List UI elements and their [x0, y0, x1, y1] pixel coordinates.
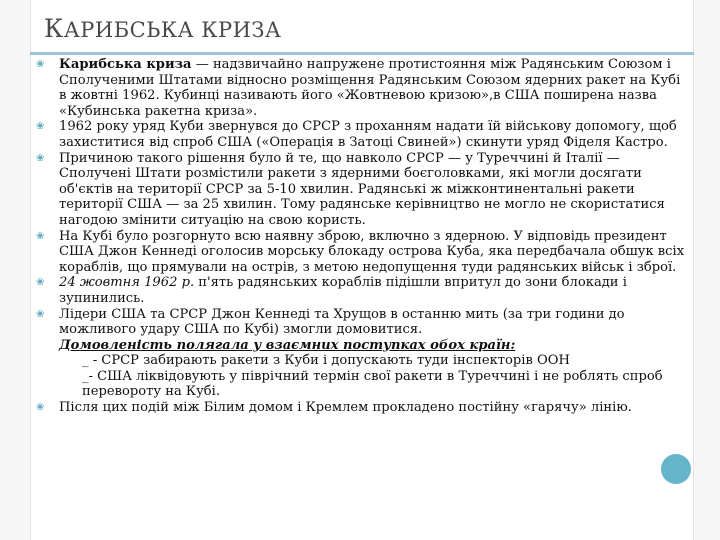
bullet-text: Лідери США та СРСР Джон Кеннеді та Хрущов в останню мить (за три години до можливого удару США по Кубі) змогли домовитися.	[59, 306, 625, 338]
agreement-heading	[34, 338, 690, 354]
bullet-text: На Кубі було розгорнуто всю наявну зброю, включно з ядерною. У відповідь президент США Джон Кеннеді оголосив морську блокаду острова Куба, яка передбачала обшук всіх кораблів, що прямували на острів, з метою недопущення туди радянських військ і зброї.	[59, 228, 685, 275]
bullet-item	[34, 307, 690, 338]
title-initial: К	[44, 14, 64, 43]
bullet-text: 1962 року уряд Куби звернувся до СРСР з проханням надати їй військову допомогу, щоб захиститися від спроб США («Операція в Затоці Свиней») скинути уряд Фіделя Кастро.	[59, 119, 677, 150]
date-italic: 24 жовтня 1962 р.	[59, 275, 195, 291]
bullet-icon: ❀	[36, 121, 45, 133]
bullet-text: п'ять радянських кораблів підішли впритул до зони блокади і зупинились.	[59, 275, 627, 306]
slide-title	[44, 14, 281, 43]
title-rest: АРИБСЬКА КРИЗА	[63, 18, 282, 42]
bullet-item	[34, 57, 690, 119]
bullet-icon: ❀	[36, 230, 45, 242]
bullet-icon: ❀	[36, 59, 45, 70]
bullet-item	[34, 275, 690, 306]
bullet-item	[34, 151, 690, 229]
title-underline	[30, 52, 694, 55]
slide-content	[34, 57, 690, 540]
bullet-text: — надзвичайно напружене протистояння між Радянським Союзом і Сполученими Штатами відносно розміщення Радянським Союзом ядерних ракет на Кубі в жовтні 1962. Кубинці називають його «Жовтневою кризою»,в США поширена назва «Кубинська ракетна криза».	[59, 57, 681, 119]
left-frame-bar	[0, 0, 31, 540]
term-bold: Карибська криза	[59, 57, 192, 72]
decorative-circle	[661, 454, 691, 484]
bullet-icon: ❀	[36, 152, 45, 164]
bullet-icon: ❀	[36, 308, 45, 320]
bullet-item	[34, 119, 690, 150]
bullet-text: Після цих подій між Білим домом і Кремлем прокладено постійну «гарячу» лінію.	[59, 400, 632, 416]
agreement-point-ussr: _ - СРСР забирають ракети з Куби і допускають туди інспекторів ООН	[82, 353, 570, 369]
bullet-text: Причиною такого рішення було й те, що навколо СРСР — у Туреччині й Італії — Сполучені Штати розмістили ракети з ядерними боєголовками, які могли досягати об'єктів на території СРСР за 5-10 хвилин. Радянські ж міжконтинентальні ракети території США — за 25 хвилин. Тому радянське керівництво не могло не скористатися нагодою змінити ситуацію на свою користь.	[59, 150, 665, 228]
bullet-icon: ❀	[36, 402, 45, 414]
bullet-icon: ❀	[36, 277, 45, 289]
right-frame-bar	[693, 0, 720, 540]
agreement-point-usa: _- США ліквідовують у піврічний термін свої ракети в Туреччині і не роблять спроб перевороту на Кубі.	[82, 368, 663, 400]
bullet-item	[34, 229, 690, 276]
bullet-item	[34, 400, 690, 416]
agreement-text: Домовленість полягала у взаємних поступках обох країн:	[59, 337, 516, 353]
